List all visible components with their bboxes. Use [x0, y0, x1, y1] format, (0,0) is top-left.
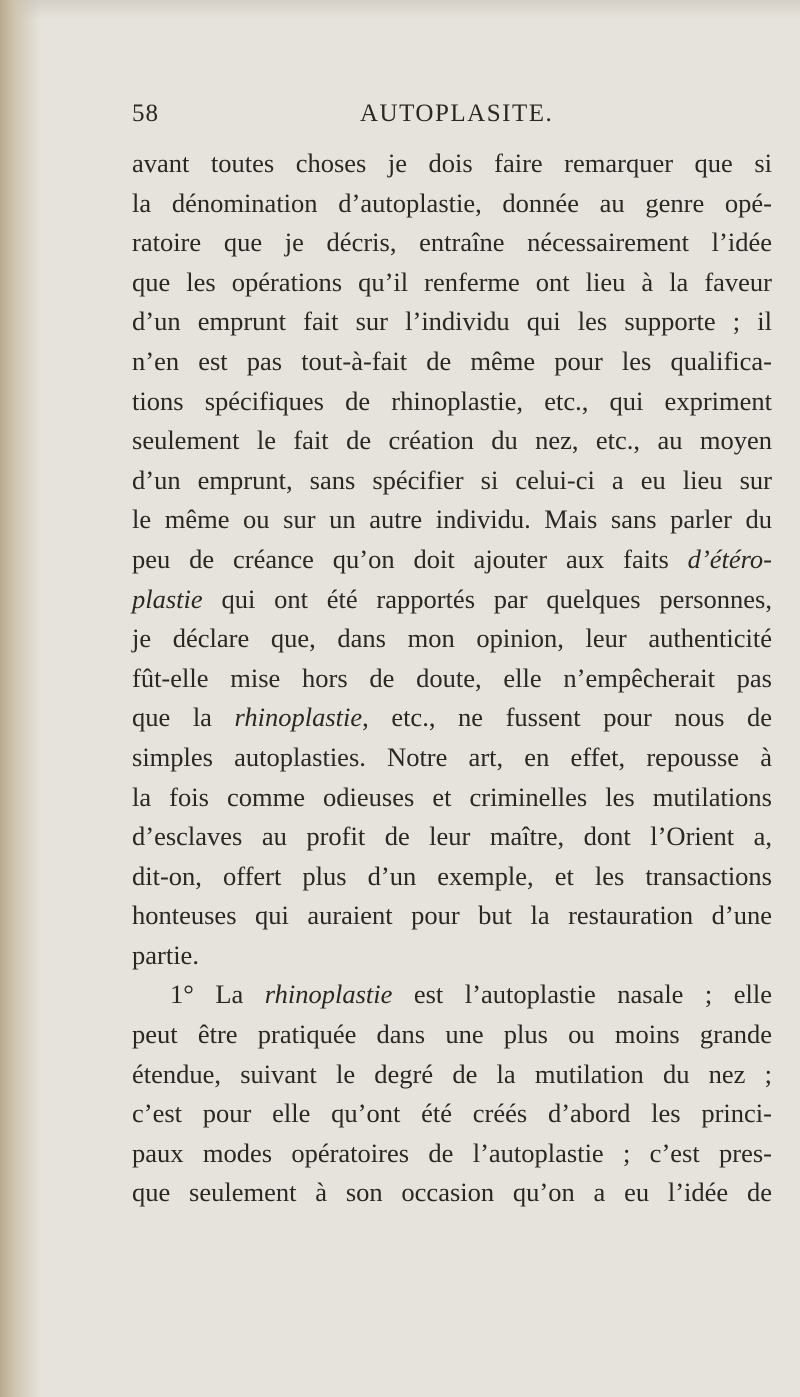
text-line: partie. — [132, 939, 199, 970]
italic-term: d’étéro- — [687, 543, 772, 574]
text-line: fût-elle mise hors de doute, elle n’empêcherait pas — [132, 662, 772, 693]
running-title: AUTOPLASITE. — [360, 100, 554, 127]
text-line: seulement le fait de création du nez, etc., au moyen — [132, 425, 772, 456]
text-line: avant toutes choses je dois faire remarquer que si — [132, 148, 772, 178]
text-run: , etc., ne fussent pour nous de — [362, 702, 772, 733]
text-line: c’est pour elle qu’ont été créés d’abord les princi- — [132, 1098, 772, 1129]
text-line: peut être pratiquée dans une plus ou moins grande — [132, 1019, 772, 1050]
text-line: d’esclaves au profit de leur maître, dont l’Orient a, — [132, 821, 772, 852]
text-line: que seulement à son occasion qu’on a eu l’idée de — [132, 1177, 772, 1208]
text-run: que la — [132, 702, 235, 733]
text-line — [132, 580, 772, 620]
text-line — [132, 698, 772, 738]
text-line: d’un emprunt fait sur l’individu qui les supporte ; il — [132, 306, 772, 337]
text-line: d’un emprunt, sans spécifier si celui-ci a eu lieu sur — [132, 464, 772, 495]
text-line: je déclare que, dans mon opinion, leur authenticité — [132, 623, 772, 654]
text-line: simples autoplasties. Notre art, en effet, repousse à — [132, 741, 772, 772]
text-line: étendue, suivant le degré de la mutilation du nez ; — [132, 1058, 772, 1089]
body-text — [132, 144, 772, 1213]
text-line — [132, 540, 772, 580]
text-line: la dénomination d’autoplastie, donnée au genre opé- — [132, 187, 772, 218]
text-line: que les opérations qu’il renferme ont lieu à la faveur — [132, 266, 772, 297]
text-line: honteuses qui auraient pour but la restauration d’une — [132, 900, 772, 931]
text-line — [132, 975, 772, 1015]
text-line: paux modes opératoires de l’autoplastie ; c’est pres- — [132, 1137, 772, 1168]
text-run: qui ont été rapportés par quelques personnes, — [202, 583, 772, 614]
running-head — [132, 100, 772, 136]
text-line: dit-on, offert plus d’un exemple, et les transactions — [132, 860, 772, 891]
text-line: tions spécifiques de rhinoplastie, etc., qui expriment — [132, 385, 772, 416]
italic-term: rhinoplastie — [234, 702, 363, 733]
text-line: le même ou sur un autre individu. Mais sans parler du — [132, 504, 772, 535]
text-line: ratoire que je décris, entraîne nécessairement l’idée — [132, 227, 772, 258]
text-run: est l’autoplastie nasale ; elle — [392, 979, 773, 1010]
page-number: 58 — [132, 100, 159, 127]
text-run: peu de créance qu’on doit ajouter aux faits — [132, 543, 688, 574]
text-run: 1° La — [170, 979, 265, 1010]
text-line: n’en est pas tout-à-fait de même pour les qualifica- — [132, 345, 772, 376]
italic-term: plastie — [132, 583, 203, 614]
text-line: la fois comme odieuses et criminelles les mutilations — [132, 781, 772, 812]
italic-term: rhinoplastie — [264, 979, 393, 1010]
